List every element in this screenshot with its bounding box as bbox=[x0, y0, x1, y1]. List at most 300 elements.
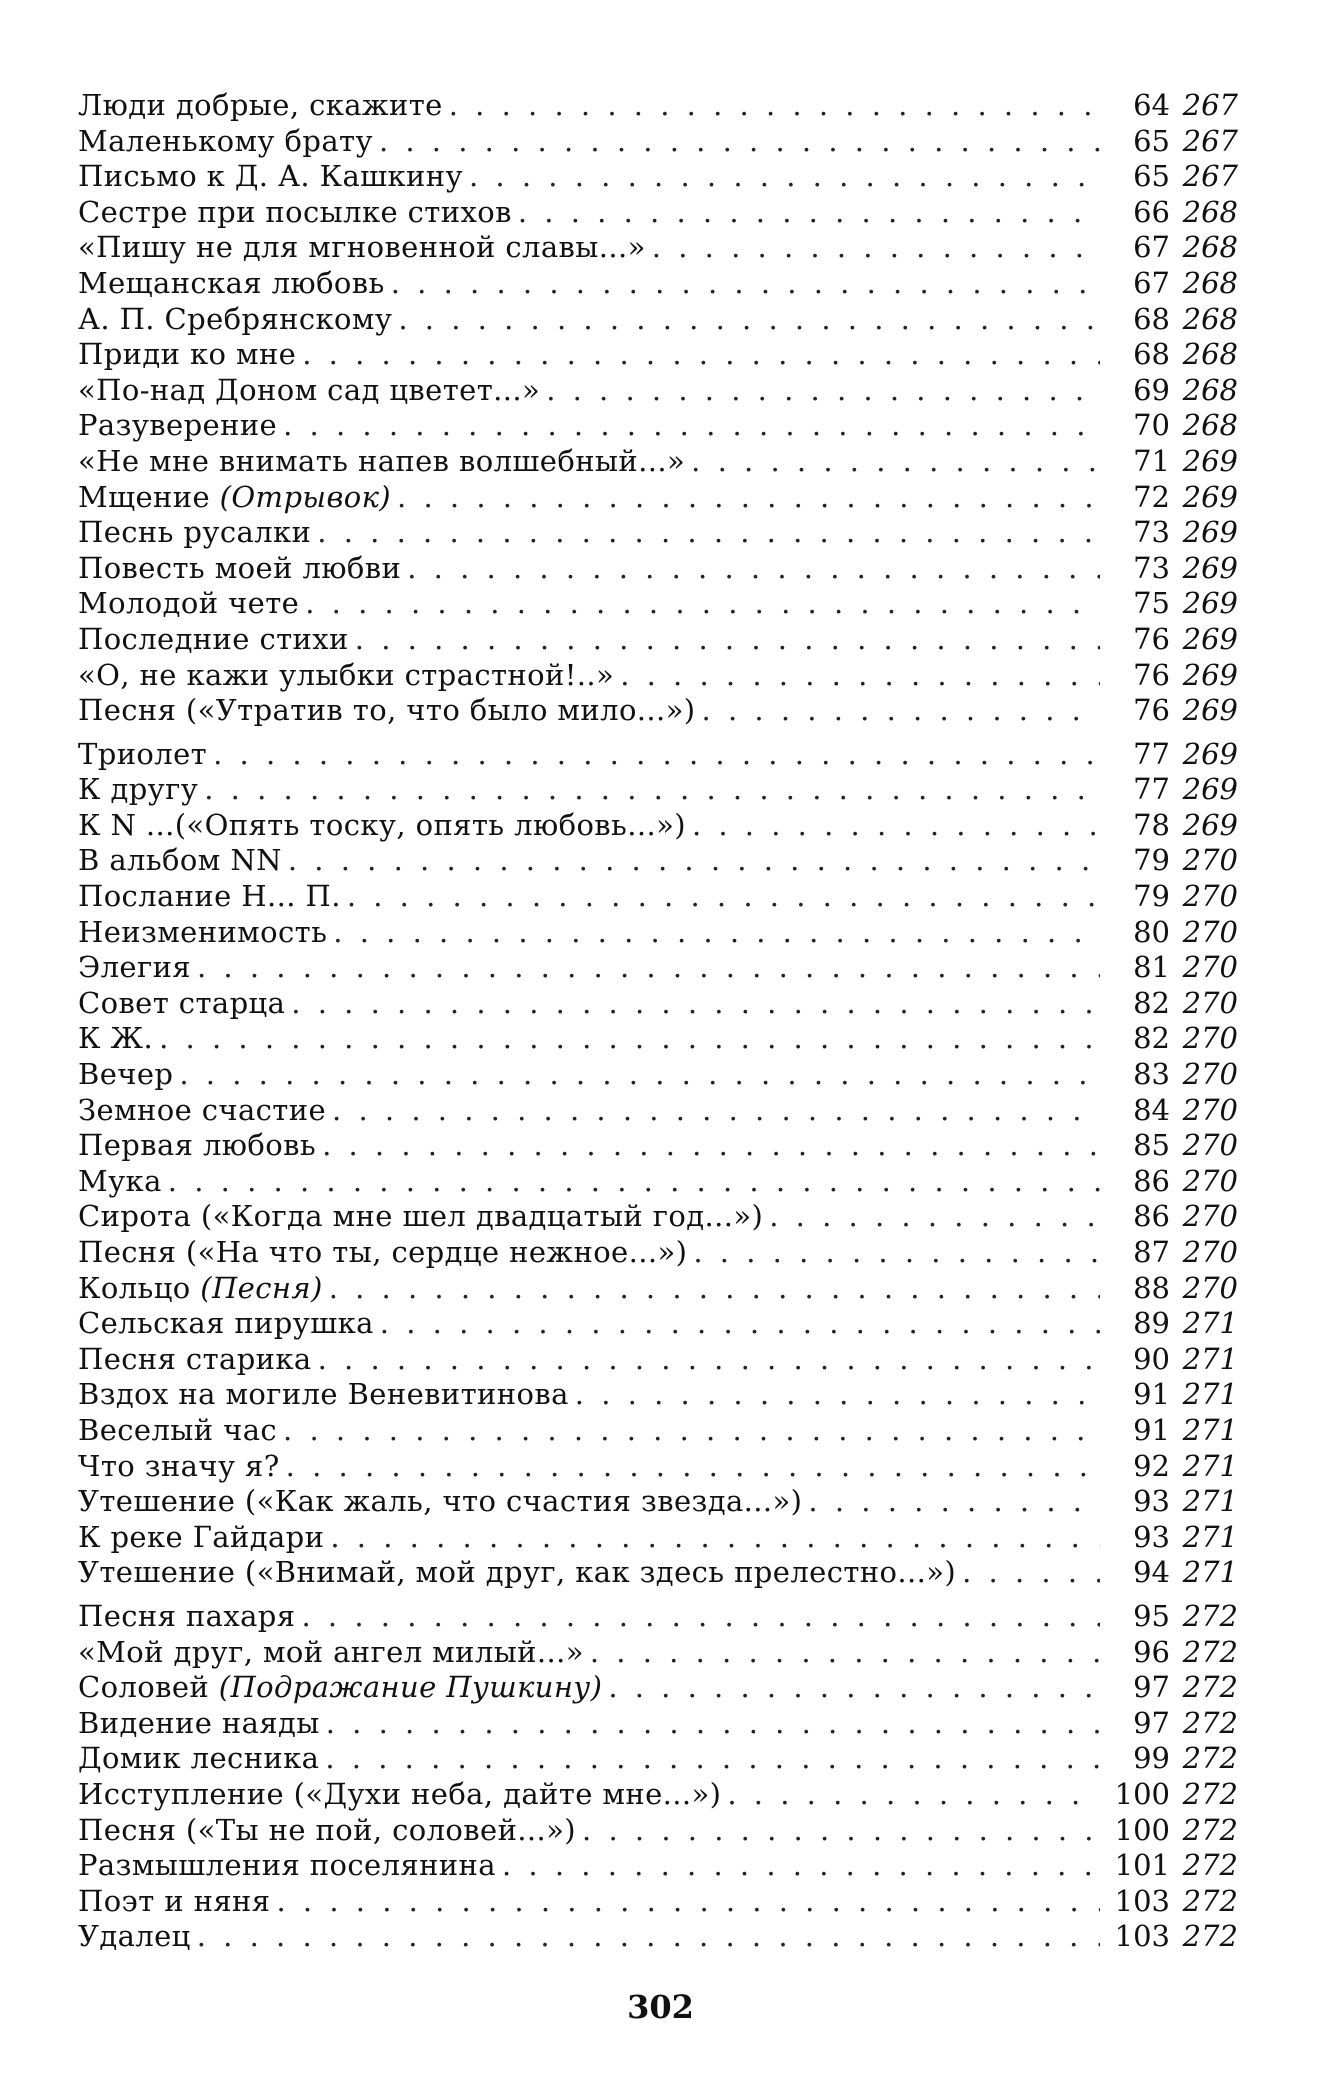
dot-leader bbox=[197, 950, 1100, 986]
toc-entry-note-page: 268 bbox=[1182, 408, 1238, 443]
toc-entry-title-text: «Пишу не для мгновенной славы...» bbox=[78, 230, 646, 265]
toc-entry-note-page: 269 bbox=[1182, 772, 1238, 807]
toc-entry-page: 95 bbox=[1133, 1598, 1170, 1633]
toc-entry-title bbox=[78, 88, 443, 124]
toc-entry-title bbox=[78, 266, 385, 302]
toc-entry bbox=[78, 1484, 1238, 1520]
dot-leader bbox=[692, 808, 1100, 844]
toc-entry-note-page: 270 bbox=[1182, 879, 1238, 914]
toc-entry-title bbox=[78, 622, 349, 658]
toc-entry-title-text: Сирота («Когда мне шел двадцатый год...») bbox=[78, 1199, 764, 1234]
dot-leader bbox=[727, 1777, 1100, 1813]
toc-entry-note-page: 269 bbox=[1182, 586, 1238, 621]
toc-entry-title-text: Молодой чете bbox=[78, 586, 300, 621]
toc-entry-note-page: 270 bbox=[1182, 1092, 1238, 1127]
toc-entry bbox=[78, 1306, 1238, 1342]
toc-entry-title-text: Сестре при посылке стихов bbox=[78, 194, 512, 229]
toc-entry bbox=[78, 337, 1238, 373]
toc-entry bbox=[78, 1271, 1238, 1307]
toc-entry-title-text: Кольцо bbox=[78, 1270, 191, 1305]
toc-entry-note-page: 270 bbox=[1182, 1057, 1238, 1092]
toc-entry-page: 87 bbox=[1133, 1235, 1170, 1269]
toc-entry-title bbox=[78, 808, 686, 844]
dot-leader bbox=[302, 337, 1100, 373]
toc-entry-note-page: 271 bbox=[1182, 1555, 1238, 1590]
toc-entry-title bbox=[78, 1919, 191, 1955]
toc-entry-page: 68 bbox=[1133, 337, 1170, 372]
toc-entry-page: 75 bbox=[1133, 586, 1170, 621]
toc-entry bbox=[78, 1706, 1238, 1742]
toc-entry-page: 71 bbox=[1133, 443, 1170, 478]
toc-entry-title bbox=[78, 1235, 687, 1271]
toc-entry-title-text: Люди добрые, скажите bbox=[78, 88, 443, 122]
toc-entry-note-page: 269 bbox=[1182, 550, 1238, 585]
toc-entry-title bbox=[78, 986, 285, 1022]
toc-entry-title bbox=[78, 159, 463, 195]
toc-entry-note-page: 271 bbox=[1182, 1519, 1238, 1554]
dot-leader bbox=[502, 1848, 1100, 1884]
toc-entry-title bbox=[78, 124, 373, 160]
toc-entry-title-text: В альбом NN bbox=[78, 843, 282, 878]
toc-entry-subtitle: (Подражание Пушкину) bbox=[218, 1670, 603, 1705]
toc-entry-subtitle: (Отрывок) bbox=[219, 479, 392, 514]
toc-entry-title bbox=[78, 1306, 374, 1342]
toc-entry bbox=[78, 230, 1238, 266]
toc-entry-title bbox=[78, 1413, 277, 1449]
toc-entry bbox=[78, 1884, 1238, 1920]
dot-leader bbox=[769, 1199, 1100, 1235]
dot-leader bbox=[652, 230, 1100, 266]
dot-leader bbox=[590, 1635, 1100, 1671]
toc-entry-note-page: 271 bbox=[1182, 1306, 1238, 1341]
toc-entry-title-text: Повесть моей любви bbox=[78, 550, 402, 585]
toc-entry-title-text: Триолет bbox=[78, 736, 208, 771]
toc-entry bbox=[78, 808, 1238, 844]
toc-entry-title bbox=[78, 230, 646, 266]
toc-entry-note-page: 269 bbox=[1182, 736, 1238, 771]
toc-entry-title bbox=[78, 658, 614, 694]
toc-entry bbox=[78, 266, 1238, 302]
toc-entry-page: 101 bbox=[1114, 1848, 1170, 1883]
toc-entry-title bbox=[78, 551, 401, 587]
toc-entry-note-page: 268 bbox=[1182, 372, 1238, 407]
toc-entry-page: 93 bbox=[1133, 1484, 1170, 1519]
toc-entry-page: 97 bbox=[1133, 1670, 1170, 1705]
toc-entry-page: 65 bbox=[1133, 159, 1170, 194]
dot-leader bbox=[333, 915, 1100, 951]
toc-entry bbox=[78, 658, 1238, 694]
toc-entry-page: 85 bbox=[1133, 1128, 1170, 1163]
toc-entry-title bbox=[78, 1670, 602, 1706]
toc-entry bbox=[78, 1520, 1238, 1556]
toc-entry-title-text: Песня («Утратив то, что было мило...») bbox=[78, 693, 696, 728]
toc-entry-page: 66 bbox=[1133, 194, 1170, 229]
toc-entry bbox=[78, 737, 1238, 773]
toc-entry-page: 81 bbox=[1133, 950, 1170, 985]
toc-entry-title-text: Веселый час bbox=[78, 1412, 278, 1447]
dot-leader bbox=[288, 843, 1100, 879]
toc-entry-title-text: К N ...(«Опять тоску, опять любовь...») bbox=[78, 807, 686, 842]
dot-leader bbox=[276, 1884, 1100, 1920]
toc-entry-title-text: Видение наяды bbox=[78, 1705, 320, 1740]
toc-entry-title bbox=[78, 1777, 721, 1813]
dot-leader bbox=[326, 1706, 1100, 1742]
toc-entry-note-page: 272 bbox=[1182, 1670, 1238, 1705]
toc-entry-title-text: Сельская пирушка bbox=[78, 1306, 374, 1341]
toc-entry-page: 77 bbox=[1133, 736, 1170, 771]
toc-entry bbox=[78, 1777, 1238, 1813]
toc-entry-note-page: 271 bbox=[1182, 1448, 1238, 1483]
dot-leader bbox=[397, 480, 1100, 516]
toc-entry-title-text: Приди ко мне bbox=[78, 337, 297, 372]
toc-entry bbox=[78, 124, 1238, 160]
toc-entry-page: 103 bbox=[1114, 1883, 1170, 1918]
toc-entry-note-page: 270 bbox=[1182, 1128, 1238, 1163]
dot-leader bbox=[317, 515, 1100, 551]
toc-entry-note-page: 269 bbox=[1182, 515, 1238, 550]
toc-entry-title-text: Совет старца bbox=[78, 985, 286, 1020]
toc-entry-note-page: 272 bbox=[1182, 1776, 1238, 1811]
toc-entry-note-page: 270 bbox=[1182, 1270, 1238, 1305]
toc-entry-page: 78 bbox=[1133, 807, 1170, 842]
toc-entry-note-page: 271 bbox=[1182, 1484, 1238, 1519]
toc-entry-note-page: 267 bbox=[1182, 159, 1238, 194]
toc-entry bbox=[78, 159, 1238, 195]
toc-entry bbox=[78, 195, 1238, 231]
dot-leader bbox=[398, 302, 1100, 338]
toc-entry-page: 80 bbox=[1133, 914, 1170, 949]
dot-leader bbox=[380, 1306, 1100, 1342]
toc-entry-title bbox=[78, 693, 696, 729]
dot-leader bbox=[379, 124, 1100, 160]
toc-entry-title-text: Песнь русалки bbox=[78, 515, 312, 550]
toc-entry-title-text: Утешение («Внимай, мой друг, как здесь прелестно...») bbox=[78, 1555, 957, 1590]
toc-entry-note-page: 268 bbox=[1182, 194, 1238, 229]
toc-entry bbox=[78, 302, 1238, 338]
toc-entry-title bbox=[78, 1484, 802, 1520]
toc-entry bbox=[78, 1199, 1238, 1235]
dot-leader bbox=[301, 1599, 1100, 1635]
toc-entry-page: 68 bbox=[1133, 301, 1170, 336]
toc-entry-page: 79 bbox=[1133, 879, 1170, 914]
dot-leader bbox=[691, 444, 1100, 480]
toc-entry bbox=[78, 772, 1238, 808]
toc-entry-title-text: Вздох на могиле Веневитинова bbox=[78, 1377, 569, 1412]
dot-leader bbox=[283, 1413, 1100, 1449]
toc-entry bbox=[78, 444, 1238, 480]
toc-entry bbox=[78, 373, 1238, 409]
dot-leader bbox=[582, 1813, 1100, 1849]
toc-entry-page: 99 bbox=[1133, 1741, 1170, 1776]
toc-entry-note-page: 268 bbox=[1182, 337, 1238, 372]
toc-entry-title-text: Утешение («Как жаль, что счастия звезда...») bbox=[78, 1484, 803, 1519]
toc-entry-note-page: 270 bbox=[1182, 1235, 1238, 1269]
toc-entry bbox=[78, 1848, 1238, 1884]
toc-entry bbox=[78, 1128, 1238, 1164]
toc-entry-page: 67 bbox=[1133, 265, 1170, 300]
toc-entry-page: 65 bbox=[1133, 123, 1170, 158]
toc-entry-note-page: 268 bbox=[1182, 265, 1238, 300]
dot-leader bbox=[197, 1919, 1100, 1955]
toc-entry-note-page: 272 bbox=[1182, 1919, 1238, 1954]
toc-entry-note-page: 272 bbox=[1182, 1598, 1238, 1633]
toc-entry-page: 82 bbox=[1133, 985, 1170, 1020]
toc-entry bbox=[78, 950, 1238, 986]
toc-entry-title bbox=[78, 1057, 173, 1093]
toc-entry-title bbox=[78, 1555, 956, 1591]
toc-entry-title bbox=[78, 1093, 326, 1129]
toc-entry-note-page: 270 bbox=[1182, 950, 1238, 985]
toc-entry-note-page: 269 bbox=[1182, 657, 1238, 692]
toc-entry bbox=[78, 1164, 1238, 1200]
toc-entry bbox=[78, 1599, 1238, 1635]
toc-entry-page: 91 bbox=[1133, 1377, 1170, 1412]
toc-entry-title bbox=[78, 950, 191, 986]
toc-entry bbox=[78, 551, 1238, 587]
toc-entry-title-text: Песня («Ты не пой, соловей...») bbox=[78, 1812, 577, 1847]
toc-entry-page: 93 bbox=[1133, 1519, 1170, 1554]
toc-entry bbox=[78, 1670, 1238, 1706]
toc-entry-title-text: К другу bbox=[78, 772, 199, 807]
toc-entry bbox=[78, 480, 1238, 516]
toc-entry-page: 86 bbox=[1133, 1163, 1170, 1198]
toc-entry-note-page: 272 bbox=[1182, 1634, 1238, 1669]
toc-entry-title-text: Поэт и няня bbox=[78, 1883, 271, 1918]
toc-entry-title-text: Соловей bbox=[78, 1670, 210, 1705]
dot-leader bbox=[469, 159, 1100, 195]
toc-entry-note-page: 267 bbox=[1182, 123, 1238, 158]
toc-entry-note-page: 268 bbox=[1182, 301, 1238, 336]
toc-entry-page: 76 bbox=[1133, 693, 1170, 728]
toc-entry-page: 83 bbox=[1133, 1057, 1170, 1092]
toc-entry-note-page: 270 bbox=[1182, 1163, 1238, 1198]
toc-entry-note-page: 272 bbox=[1182, 1705, 1238, 1740]
toc-entry-title bbox=[78, 1342, 312, 1378]
dot-leader bbox=[355, 622, 1100, 658]
toc-entry-title-text: Мещанская любовь bbox=[78, 265, 385, 300]
toc-entry-title bbox=[78, 444, 685, 480]
toc-entry-title-text: Мука bbox=[78, 1163, 162, 1198]
toc-entry bbox=[78, 1635, 1238, 1671]
toc-entry-title-text: Элегия bbox=[78, 950, 191, 985]
toc-entry-title bbox=[78, 195, 512, 231]
toc-entry bbox=[78, 408, 1238, 444]
toc-entry-title bbox=[78, 915, 327, 951]
toc-entry bbox=[78, 515, 1238, 551]
toc-entry bbox=[78, 1342, 1238, 1378]
toc-entry-title bbox=[78, 1884, 270, 1920]
toc-entry-title bbox=[78, 737, 207, 773]
dot-leader bbox=[332, 1093, 1100, 1129]
dot-leader bbox=[213, 737, 1100, 773]
toc-entry-page: 79 bbox=[1133, 843, 1170, 878]
toc-entry-page: 69 bbox=[1133, 372, 1170, 407]
toc-entry-title-text: Домик лесника bbox=[78, 1741, 320, 1776]
toc-entry-title-text: Последние стихи bbox=[78, 621, 349, 656]
dot-leader bbox=[546, 373, 1100, 409]
dot-leader bbox=[702, 693, 1100, 729]
toc-entry-note-page: 270 bbox=[1182, 1199, 1238, 1234]
toc-entry-note-page: 272 bbox=[1182, 1848, 1238, 1883]
toc-entry bbox=[78, 1555, 1238, 1591]
dot-leader bbox=[204, 772, 1100, 808]
toc-entry-title-text: Земное счастие bbox=[78, 1092, 327, 1127]
toc-entry bbox=[78, 1413, 1238, 1449]
dot-leader bbox=[449, 88, 1100, 124]
toc-entry bbox=[78, 1021, 1238, 1057]
toc-entry-page: 64 bbox=[1133, 88, 1170, 122]
toc-entry-page: 76 bbox=[1133, 657, 1170, 692]
toc-entry-title bbox=[78, 1813, 576, 1849]
toc-entry-title-text: Вечер bbox=[78, 1057, 174, 1092]
toc-entry-page: 82 bbox=[1133, 1021, 1170, 1056]
toc-entry-page: 84 bbox=[1133, 1092, 1170, 1127]
toc-entry-title bbox=[78, 1377, 569, 1413]
toc-entry bbox=[78, 1377, 1238, 1413]
toc-entry bbox=[78, 1741, 1238, 1777]
toc-entry-page: 77 bbox=[1133, 772, 1170, 807]
dot-leader bbox=[693, 1235, 1100, 1271]
toc-entry bbox=[78, 1449, 1238, 1485]
dot-leader bbox=[305, 586, 1100, 622]
toc-entry bbox=[78, 622, 1238, 658]
toc-entry-page: 97 bbox=[1133, 1705, 1170, 1740]
toc-entry-title bbox=[78, 515, 311, 551]
toc-entry-note-page: 270 bbox=[1182, 1021, 1238, 1056]
toc-entry-page: 94 bbox=[1133, 1555, 1170, 1590]
toc-entry-title-text: Удалец bbox=[78, 1919, 191, 1954]
toc-entry-title bbox=[78, 337, 296, 373]
toc-entry bbox=[78, 586, 1238, 622]
toc-entry-note-page: 269 bbox=[1182, 807, 1238, 842]
toc-entry-subtitle: (Песня) bbox=[200, 1270, 323, 1305]
toc-entry bbox=[78, 88, 1238, 124]
toc-entry-title bbox=[78, 373, 540, 409]
toc-entry-note-page: 269 bbox=[1182, 693, 1238, 728]
toc-entry-page: 90 bbox=[1133, 1341, 1170, 1376]
toc-entry-title bbox=[78, 1706, 320, 1742]
toc-entry bbox=[78, 1057, 1238, 1093]
toc-entry-note-page: 272 bbox=[1182, 1883, 1238, 1918]
toc-entry-title-text: «По-над Доном сад цветет...» bbox=[78, 372, 541, 407]
toc-entry-title-text: Послание Н... П. bbox=[78, 879, 341, 914]
toc-entry-title bbox=[78, 586, 299, 622]
table-of-contents bbox=[78, 88, 1238, 1955]
dot-leader bbox=[168, 1164, 1100, 1200]
toc-entry-note-page: 269 bbox=[1182, 621, 1238, 656]
toc-entry-title bbox=[78, 480, 391, 516]
dot-leader bbox=[808, 1484, 1100, 1520]
toc-entry-note-page: 267 bbox=[1182, 88, 1238, 122]
dot-leader bbox=[608, 1670, 1100, 1706]
dot-leader bbox=[322, 1128, 1100, 1164]
toc-entry-title-text: Маленькому брату bbox=[78, 123, 373, 158]
toc-entry-title-text: «Мой друг, мой ангел милый...» bbox=[78, 1634, 584, 1669]
toc-entry bbox=[78, 1093, 1238, 1129]
toc-entry-title-text: Первая любовь bbox=[78, 1128, 317, 1163]
toc-entry-title-text: Песня пахаря bbox=[78, 1598, 296, 1633]
toc-entry-title bbox=[78, 1520, 324, 1556]
dot-leader bbox=[159, 1021, 1100, 1057]
toc-entry-page: 103 bbox=[1114, 1919, 1170, 1954]
toc-entry-title bbox=[78, 302, 392, 338]
toc-entry-title bbox=[78, 1199, 763, 1235]
toc-entry bbox=[78, 843, 1238, 879]
toc-entry-title-text: Неизменимость bbox=[78, 914, 328, 949]
dot-leader bbox=[962, 1555, 1100, 1591]
dot-leader bbox=[391, 266, 1100, 302]
toc-entry-note-page: 270 bbox=[1182, 843, 1238, 878]
toc-entry-title bbox=[78, 1635, 584, 1671]
toc-entry-page: 96 bbox=[1133, 1634, 1170, 1669]
toc-entry-page: 76 bbox=[1133, 621, 1170, 656]
toc-entry-title bbox=[78, 1271, 323, 1307]
toc-entry-title-text: Песня («На что ты, сердце нежное...») bbox=[78, 1235, 688, 1269]
dot-leader bbox=[620, 658, 1100, 694]
toc-entry-title-text: Разуверение bbox=[78, 408, 278, 443]
dot-leader bbox=[575, 1377, 1100, 1413]
dot-leader bbox=[318, 1342, 1100, 1378]
toc-entry-page: 100 bbox=[1114, 1812, 1170, 1847]
toc-entry-note-page: 268 bbox=[1182, 230, 1238, 265]
toc-entry-page: 70 bbox=[1133, 408, 1170, 443]
dot-leader bbox=[286, 1449, 1100, 1485]
toc-entry-note-page: 271 bbox=[1182, 1377, 1238, 1412]
dot-leader bbox=[283, 408, 1100, 444]
toc-entry-title bbox=[78, 879, 341, 915]
toc-entry bbox=[78, 1235, 1238, 1271]
dot-leader bbox=[407, 551, 1100, 587]
toc-entry-title bbox=[78, 1599, 295, 1635]
toc-entry-page: 86 bbox=[1133, 1199, 1170, 1234]
toc-entry-title-text: К реке Гайдари bbox=[78, 1519, 325, 1554]
toc-entry bbox=[78, 915, 1238, 951]
toc-entry-page: 92 bbox=[1133, 1448, 1170, 1483]
toc-entry-title-text: Письмо к Д. А. Кашкину bbox=[78, 159, 463, 194]
toc-entry-title-text: «Не мне внимать напев волшебный...» bbox=[78, 443, 686, 478]
toc-entry-note-page: 269 bbox=[1182, 479, 1238, 514]
page-number: 302 bbox=[627, 1988, 694, 2026]
toc-entry-title-text: «О, не кажи улыбки страстной!..» bbox=[78, 657, 615, 692]
toc-entry-page: 100 bbox=[1114, 1776, 1170, 1811]
toc-entry bbox=[78, 986, 1238, 1022]
toc-entry bbox=[78, 879, 1238, 915]
toc-entry-title-text: Исступление («Духи неба, дайте мне...») bbox=[78, 1776, 722, 1811]
toc-entry-title bbox=[78, 1741, 319, 1777]
toc-entry-note-page: 271 bbox=[1182, 1341, 1238, 1376]
toc-entry-page: 73 bbox=[1133, 515, 1170, 550]
dot-leader bbox=[325, 1741, 1100, 1777]
toc-entry-note-page: 270 bbox=[1182, 985, 1238, 1020]
toc-entry-page: 73 bbox=[1133, 550, 1170, 585]
toc-entry-title-text: А. П. Сребрянскому bbox=[78, 301, 393, 336]
dot-leader bbox=[330, 1520, 1100, 1556]
toc-entry-title-text: Мщение bbox=[78, 479, 211, 514]
toc-entry-title bbox=[78, 1021, 153, 1057]
toc-entry bbox=[78, 1919, 1238, 1955]
toc-entry-title bbox=[78, 1848, 496, 1884]
dot-leader bbox=[329, 1271, 1100, 1307]
toc-entry-title bbox=[78, 408, 277, 444]
toc-entry-page: 89 bbox=[1133, 1306, 1170, 1341]
dot-leader bbox=[518, 195, 1100, 231]
toc-entry-title-text: К Ж. bbox=[78, 1021, 154, 1056]
toc-entry-title bbox=[78, 1164, 162, 1200]
toc-entry-page: 72 bbox=[1133, 479, 1170, 514]
toc-entry-page: 67 bbox=[1133, 230, 1170, 265]
toc-entry-page: 91 bbox=[1133, 1412, 1170, 1447]
toc-entry-note-page: 270 bbox=[1182, 914, 1238, 949]
